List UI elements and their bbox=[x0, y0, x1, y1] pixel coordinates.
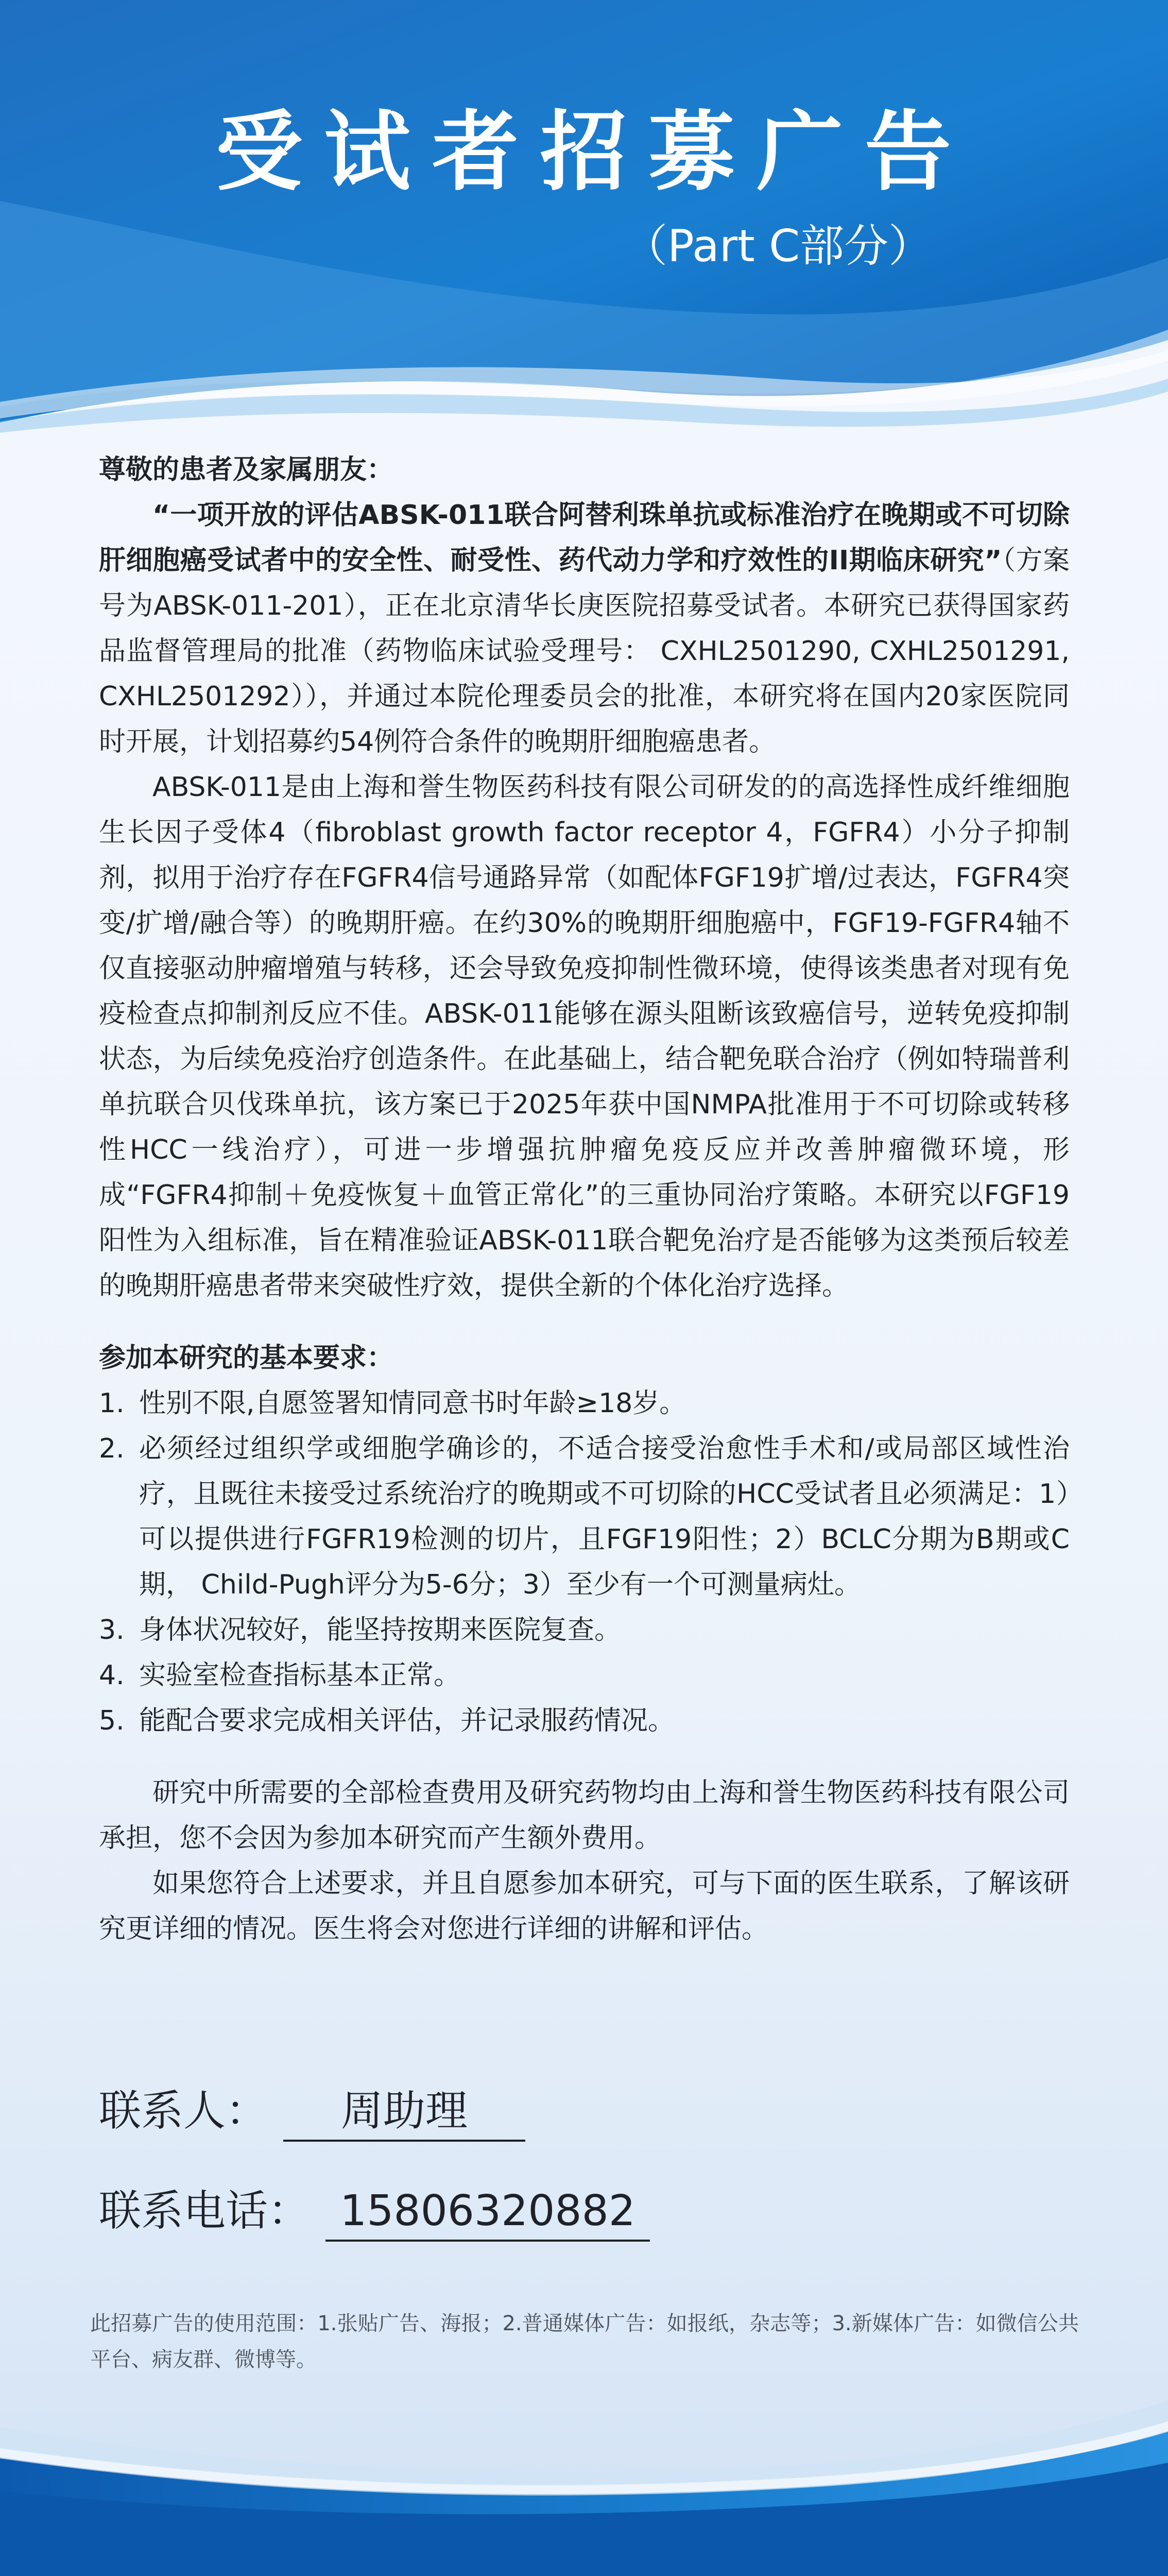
requirements-list bbox=[99, 1381, 1070, 1743]
list-item: 1. 性别不限,自愿签署知情同意书时年龄≥18岁。 bbox=[99, 1388, 686, 1419]
list-item: 5. 能配合要求完成相关评估，并记录服药情况。 bbox=[99, 1705, 675, 1736]
contact-person-label: 联系人： bbox=[99, 2087, 268, 2136]
page-title: 受试者招募广告 bbox=[216, 101, 973, 202]
list-item: 3. 身体状况较好，能坚持按期来医院复查。 bbox=[99, 1615, 622, 1646]
cost-paragraph: 研究中所需要的全部检查费用及研究药物均由上海和誉生物医药科技有限公司承担，您不会因为参加本研究而产生额外费用。 bbox=[99, 1777, 1070, 1854]
intro-paragraph bbox=[99, 493, 1070, 765]
recruitment-body bbox=[99, 447, 1070, 1952]
page-subtitle: （Part C部分） bbox=[623, 221, 933, 272]
drug-paragraph: ABSK-011是由上海和誉生物医药科技有限公司研发的的高选择性成纤维细胞生长因子受体4（fibroblast growth factor receptor 4，FGFR4）小分子抑制剂，拟用于治疗存在FGFR4信号通路异常（如配体FGF19扩增/过表达，FGFR4突变/扩增/融合等）的晚期肝癌。在约30%的晚期肝细胞癌中，FGF19-FGFR4轴不仅直接驱动肿瘤增殖与转移，还会导致免疫抑制性微环境，使得该类患者对现有免疫检查点抑制剂反应不佳。ABSK-011能够在源头阻断该致癌信号，逆转免疫抑制状态，为后续免疫治疗创造条件。在此基础上，结合靶免联合治疗（例如特瑞普利单抗联合贝伐珠单抗，该方案已于2025年获中国NMPA批准用于不可切除或转移性HCC一线治疗），可进一步增强抗肿瘤免疫反应并改善肿瘤微环境，形成“FGFR4抑制＋免疫恢复＋血管正常化”的三重协同治疗策略。本研究以FGF19阳性为入组标准，旨在精准验证ABSK-011联合靶免治疗是否能够为这类预后较差的晚期肝癌患者带来突破性疗效，提供全新的个体化治疗选择。 bbox=[99, 772, 1070, 1301]
list-item: 2. 必须经过组织学或细胞学确诊的，不适合接受治愈性手术和/或局部区域性治疗，且既往未接受过系统治疗的晚期或不可切除的HCC受试者且必须满足：1）可以提供进行FGFR19检测的切片，且FGF19阳性；2）BCLC分期为B期或C期， Child-Pugh评分为5-6分；3）至少有一个可测量病灶。 bbox=[99, 1433, 1070, 1600]
requirements-heading: 参加本研究的基本要求： bbox=[99, 1343, 394, 1374]
contact-phone-value: 15806320882 bbox=[325, 2183, 650, 2242]
contact-paragraph: 如果您符合上述要求，并且自愿参加本研究，可与下面的医生联系，了解该研究更详细的情况。医生将会对您进行详细的讲解和评估。 bbox=[99, 1868, 1070, 1944]
contact-person bbox=[99, 2080, 525, 2142]
contact-phone bbox=[99, 2180, 650, 2242]
usage-note: 此招募广告的使用范围：1.张贴广告、海报；2.普通媒体广告：如报纸，杂志等；3.新媒体广告：如微信公共平台、病友群、微博等。 bbox=[90, 2312, 1079, 2371]
intro-text: （方案号为ABSK-011-201），正在北京清华长庚医院招募受试者。本研究已获得国家药品监督管理局的批准（药物临床试验受理号： CXHL2501290, CXHL2501291, CXHL2501292）），并通过本院伦理委员会的批准，本研究将在国内20家医院同时开展，计划招募约54例符合条件的晚期肝细胞癌患者。 bbox=[99, 545, 1070, 757]
contact-phone-label: 联系电话： bbox=[99, 2187, 311, 2235]
greeting: 尊敬的患者及家属朋友： bbox=[99, 454, 394, 485]
contact-person-value: 周助理 bbox=[283, 2083, 525, 2142]
study-title: “一项开放的评估ABSK-011联合阿替利珠单抗或标准治疗在晚期或不可切除肝细胞癌受试者中的安全性、耐受性、药代动力学和疗效性的II期临床研究” bbox=[99, 500, 1070, 576]
list-item: 4. 实验室检查指标基本正常。 bbox=[99, 1660, 461, 1691]
